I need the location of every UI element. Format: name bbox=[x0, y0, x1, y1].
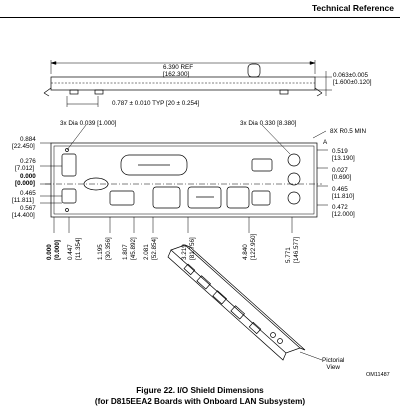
right-dim-0-in: 0.519 bbox=[332, 148, 348, 155]
bottom-dim-5-mm: [81.756] bbox=[189, 237, 196, 260]
left-dim-2-in: 0.000 bbox=[20, 173, 36, 180]
marker-a: A bbox=[323, 139, 328, 146]
left-dim-3-mm: [11.811] bbox=[12, 197, 34, 204]
left-dim-4-mm: [14.400] bbox=[12, 212, 35, 219]
radius-label: 8X R0.5 MIN bbox=[330, 128, 367, 135]
right-dim-3-mm: [12.000] bbox=[332, 211, 355, 218]
left-dim-1-in: 0.276 bbox=[20, 158, 36, 165]
pictorial-view-label: Pictorial View bbox=[322, 357, 345, 372]
bottom-dim-1-mm: [11.354] bbox=[75, 237, 82, 260]
header-title: Technical Reference bbox=[311, 3, 394, 13]
hole-left-label: 3x Dia 0.039 [1.000] bbox=[60, 120, 117, 127]
bottom-dim-7-mm: [146.577] bbox=[293, 236, 300, 263]
overall-width-label: 6.390 REF bbox=[163, 64, 194, 71]
right-dim-2-in: 0.465 bbox=[332, 186, 348, 193]
right-dim-3-in: 0.472 bbox=[332, 204, 348, 211]
thickness-dimension bbox=[315, 71, 332, 96]
thickness-label: 0.063±0.005 bbox=[333, 72, 368, 79]
bottom-dim-2-mm: [30.356] bbox=[105, 237, 112, 260]
bottom-dim-6-mm: [122.950] bbox=[250, 233, 257, 260]
bottom-dim-4-in: 2.081 bbox=[143, 244, 150, 260]
bottom-dim-3-mm: [45.892] bbox=[130, 237, 137, 260]
flange-spacing-dimension bbox=[67, 96, 98, 107]
bottom-dim-1-in: 0.447 bbox=[67, 244, 74, 260]
right-dim-2-mm: [11.810] bbox=[332, 193, 355, 200]
right-dim-0-mm: [13.190] bbox=[332, 155, 355, 162]
bottom-dim-0-in: 0.000 bbox=[46, 244, 53, 260]
overall-width-mm-label: [162.300] bbox=[163, 71, 190, 78]
figure-id: OM11487 bbox=[366, 372, 390, 378]
bottom-dim-2-in: 1.195 bbox=[97, 244, 104, 260]
bottom-dim-5-in: 3.219 bbox=[181, 244, 188, 260]
right-dim-1-mm: [0.690] bbox=[332, 174, 352, 181]
left-dim-1-mm: [7.012] bbox=[15, 165, 35, 172]
left-dim-0-in: 0.884 bbox=[20, 136, 36, 143]
front-view-outline bbox=[45, 143, 322, 217]
left-dim-3-in: 0.465 bbox=[20, 190, 36, 197]
figure-caption-title: Figure 22. I/O Shield Dimensions bbox=[136, 386, 264, 395]
right-dim-1-in: 0.027 bbox=[332, 167, 348, 174]
bottom-dim-3-in: 1.807 bbox=[122, 244, 129, 260]
bottom-dim-6-in: 4.840 bbox=[242, 244, 249, 260]
left-dim-0-mm: [22.450] bbox=[12, 143, 35, 150]
bottom-dim-7-in: 5.771 bbox=[285, 247, 292, 263]
bottom-dim-4-mm: [52.854] bbox=[151, 237, 158, 260]
left-dim-2-mm: [0.000] bbox=[15, 180, 35, 187]
left-dim-4-in: 0.567 bbox=[20, 205, 36, 212]
bottom-dim-0-mm: [0.000] bbox=[54, 240, 61, 260]
bottom-extension-lines bbox=[54, 217, 292, 233]
thickness-mm-label: [1.600±0.120] bbox=[333, 79, 372, 86]
hole-right-label: 3x Dia 0.330 [8.380] bbox=[240, 120, 297, 127]
flange-spacing-label: 0.787 ± 0.010 TYP [20 ± 0.254] bbox=[112, 100, 200, 107]
figure-caption-subtitle: (for D815EEA2 Boards with Onboard LAN Subsystem) bbox=[94, 397, 306, 406]
